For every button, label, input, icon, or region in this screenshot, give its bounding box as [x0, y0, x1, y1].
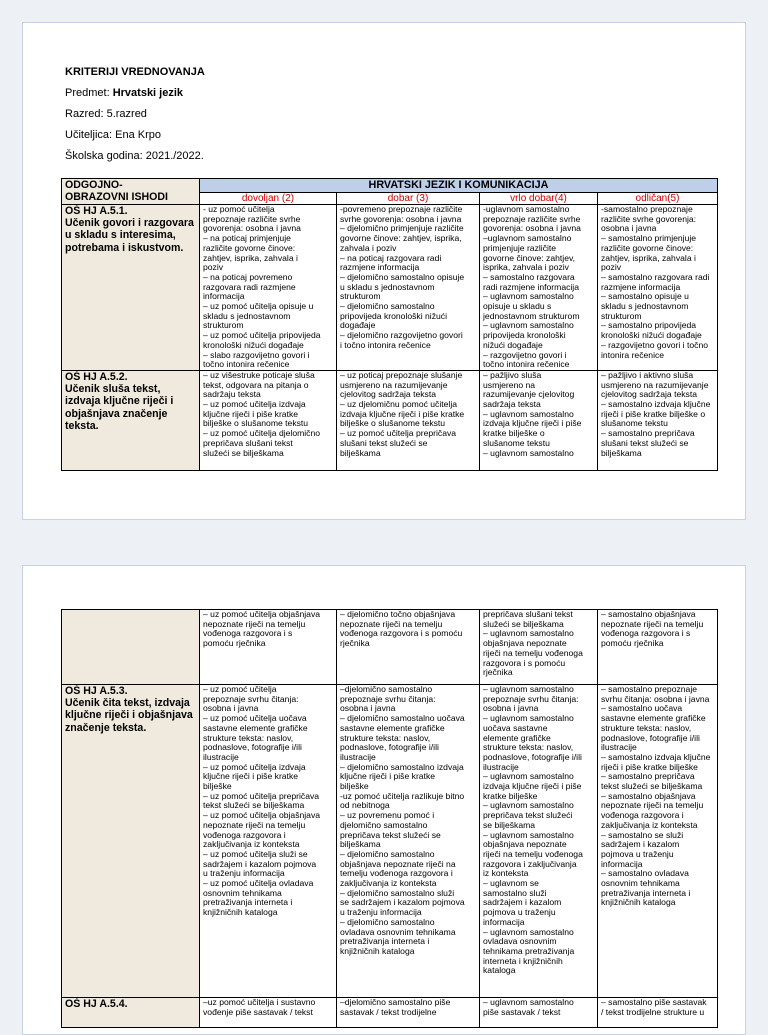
document-page-1	[22, 22, 746, 520]
teacher-line: Učiteljica: Ena Krpo	[65, 129, 161, 141]
school-year-line: Školska godina: 2021./2022.	[65, 150, 204, 162]
criteria-cell: prepričava slušani tekst služeći se bilješkama – uglavnom samostalno objašnjava nepoznate riječi na temelju vođenoga razgovora i s pomoću rječnika	[480, 610, 598, 685]
grade-header-dobar: dobar (3)	[337, 193, 480, 205]
criteria-table-continued	[61, 609, 718, 1028]
outcome-cell: OŠ HJ A.5.3. Učenik čita tekst, izdvaja ključne riječi i objašnjava značenje teksta.	[62, 685, 200, 998]
document-header	[65, 65, 205, 170]
criteria-cell: – djelomično točno objašnjava nepoznate riječi na temelju vođenoga razgovora i s pomoću rječnika	[337, 610, 480, 685]
table-row	[62, 370, 718, 470]
criteria-cell: – uz višestruke poticaje sluša tekst, odgovara na pitanja o sadržaju teksta – uz pomoć učitelja izdvaja ključne riječi i piše kratke bilješke o slušanome tekstu – uz pomoć učitelja djelomično prepričava slušani tekst služeći se bilješkama	[200, 370, 337, 470]
grade-header-odlican: odličan(5)	[598, 193, 718, 205]
table-row	[62, 685, 718, 998]
outcome-cell: OŠ HJ A.5.1. Učenik govori i razgovara u skladu s interesima, potrebama i iskustvom.	[62, 205, 200, 371]
criteria-cell: – samostalno objašnjava nepoznate riječi na temelju vođenoga razgovora i s pomoću rječnika	[598, 610, 718, 685]
criteria-cell: -samostalno prepoznaje različite svrhe govorenja: osobna i javna – samostalno primjenjuje različite govorne činove: zahtjev, isprika, zahvala i poziv – samostalno razgovara radi razmjene informacija – samostalno opisuje u skladu s jednostavnom strukturom – samostalno pripovijeda kronološki nižući događaje – razgovijetno govori i točno intonira rečenice	[598, 205, 718, 371]
table-row	[62, 610, 718, 685]
document-page-2	[22, 565, 746, 1035]
grade-line: Razred: 5.razred	[65, 108, 147, 120]
grade-header-vrlo-dobar: vrlo dobar(4)	[480, 193, 598, 205]
subject-line	[65, 86, 205, 107]
domain-header: HRVATSKI JEZIK I KOMUNIKACIJA	[200, 179, 718, 193]
criteria-cell: – samostalno piše sastavak / tekst trodijelne strukture u	[598, 998, 718, 1028]
outcomes-column-header: ODGOJNO- OBRAZOVNI ISHODI	[62, 179, 200, 205]
criteria-cell: – uglavnom samostalno prepoznaje svrhu čitanja: osobna i javna – uglavnom samostalno uočava sastavne elemente grafičke strukture teksta: naslov, podnaslove, fotografije i/ili ilustracije – uglavnom samostalno izdvaja ključne riječi i piše kratke bilješke – uglavnom samostalno prepričava tekst služeći se bilješkama – uglavnom samostalno objašnjava nepoznate riječi na temelju vođenoga razgovora i zaključivanja iz konteksta – uglavnom se samostalno služi sadržajem i kazalom pojmova u traženju informacija – uglavnom samostalno ovladava osnovnim tehnikama pretraživanja interneta i knjižničnih kataloga	[480, 685, 598, 998]
subject-label: Predmet:	[65, 87, 110, 99]
criteria-cell: -povremeno prepoznaje različite svrhe govorenja: osobna i javna – djelomično primjenjuje različite govorne činove: zahtjev, isprika, zahvala i poziv – na poticaj razgovara radi razmjene informacija – djelomično samostalno opisuje u skladu s jednostavnom strukturom – djelomično samostalno pripovijeda kronološki nižući događaje – djelomično razgovijetno govori i točno intonira rečenice	[337, 205, 480, 371]
criteria-cell: –djelomično samostalno piše sastavak / tekst trodijelne	[337, 998, 480, 1028]
outcome-cell	[62, 610, 200, 685]
outcome-cell: OŠ HJ A.5.4.	[62, 998, 200, 1028]
criteria-cell: – uz poticaj prepoznaje slušanje usmjereno na razumijevanje cjelovitog sadržaja teksta – uz djelomičnu pomoć učitelja izdvaja ključne riječi i piše kratke bilješke o slušanome tekstu – uz pomoć učitelja prepričava slušani tekst služeći se bilješkama	[337, 370, 480, 470]
criteria-cell: –djelomično samostalno prepoznaje svrhu čitanja: osobna i javna – djelomično samostalno uočava sastavne elemente grafičke strukture teksta: naslov, podnaslove, fotografije i/ili ilustracije – djelomično samostalno izdvaja ključne riječi i piše kratke bilješke -uz pomoć učitelja razlikuje bitno od nebitnoga – uz povremenu pomoć i djelomično samostalno prepričava tekst služeći se bilješkama – djelomično samostalno objašnjava nepoznate riječi na temelju vođenoga razgovora i zaključivanja iz konteksta – djelomično samostalno služi se sadržajem i kazalom pojmova u traženju informacija – djelomično samostalno ovladava osnovnim tehnikama pretraživanja interneta i knjižničnih kataloga	[337, 685, 480, 998]
criteria-cell: –uz pomoć učitelja i sustavno vođenje piše sastavak / tekst	[200, 998, 337, 1028]
criteria-cell: – pažljivo i aktivno sluša usmjereno na razumijevanje cjelovitog sadržaja teksta – samostalno izdvaja ključne riječi i piše kratke bilješke o slušanome tekstu – samostalno prepričava slušani tekst služeći se bilješkama	[598, 370, 718, 470]
criteria-cell: – uglavnom samostalno piše sastavak / tekst	[480, 998, 598, 1028]
criteria-cell: - uz pomoć učitelja prepoznaje različite svrhe govorenja: osobna i javna – na poticaj primjenjuje različite govorne činove: zahtjev, isprika, zahvala i poziv – na poticaj povremeno razgovara radi razmjene informacija – uz pomoć učitelja opisuje u skladu s jednostavnom strukturom – uz pomoć učitelja pripovijeda kronološki nižući događaje – slabo razgovijetno govori i točno intonira rečenice	[200, 205, 337, 371]
grade-header-dovoljan: dovoljan (2)	[200, 193, 337, 205]
table-row	[62, 998, 718, 1028]
table-row	[62, 205, 718, 371]
criteria-cell: – samostalno prepoznaje svrhu čitanja: osobna i javna – samostalno uočava sastavne elemente grafičke strukture teksta: naslov, podnaslove, fotografije i/ili ilustracije – samostalno izdvaja ključne riječi i piše kratke bilješke – samostalno prepričava tekst služeći se bilješkama – samostalno objašnjava nepoznate riječi na temelju vođenoga razgovora i zaključivanja iz konteksta – samostalno se služi sadržajem i kazalom pojmova u traženju informacija – samostalno ovladava osnovnim tehnikama pretraživanja interneta i knjižničnih kataloga	[598, 685, 718, 998]
document-title: KRITERIJI VREDNOVANJA	[65, 66, 205, 78]
subject-value: Hrvatski jezik	[112, 87, 184, 99]
criteria-cell: – pažljivo sluša usmjereno na razumijevanje cjelovitog sadržaja teksta – uglavnom samostalno izdvaja ključne riječi i piše kratke bilješke o slušanome tekstu – uglavnom samostalno	[480, 370, 598, 470]
criteria-cell: -uglavnom samostalno prepoznaje različite svrhe govorenja: osobna i javna –uglavnom samostalno primjenjuje različite govorne činove: zahtjev, isprika, zahvala i poziv – samostalno razgovara radi razmjene informacija – uglavnom samostalno opisuje u skladu s jednostavnom strukturom – uglavnom samostalno pripovijeda kronološki nižući događaje – razgovijetno govori i točno intonira rečenice	[480, 205, 598, 371]
outcome-cell: OŠ HJ A.5.2. Učenik sluša tekst, izdvaja ključne riječi i objašnjava značenje teksta.	[62, 370, 200, 470]
criteria-cell: – uz pomoć učitelja prepoznaje svrhu čitanja: osobna i javna – uz pomoć učitelja uočava sastavne elemente grafičke strukture teksta: naslov, podnaslove, fotografije i/ili ilustracije – uz pomoć učitelja izdvaja ključne riječi i piše kratke bilješke – uz pomoć učitelja prepričava tekst služeći se bilješkama – uz pomoć učitelja objašnjava nepoznate riječi na temelju vođenoga razgovora i zaključivanja iz konteksta – uz pomoć učitelja služi se sadržajem i kazalom pojmova u traženju informacija – uz pomoć učitelja ovladava osnovnim tehnikama pretraživanja interneta i knjižničnih kataloga	[200, 685, 337, 998]
criteria-table	[61, 178, 718, 471]
criteria-cell: – uz pomoć učitelja objašnjava nepoznate riječi na temelju vođenoga razgovora i s pomoću rječnika	[200, 610, 337, 685]
